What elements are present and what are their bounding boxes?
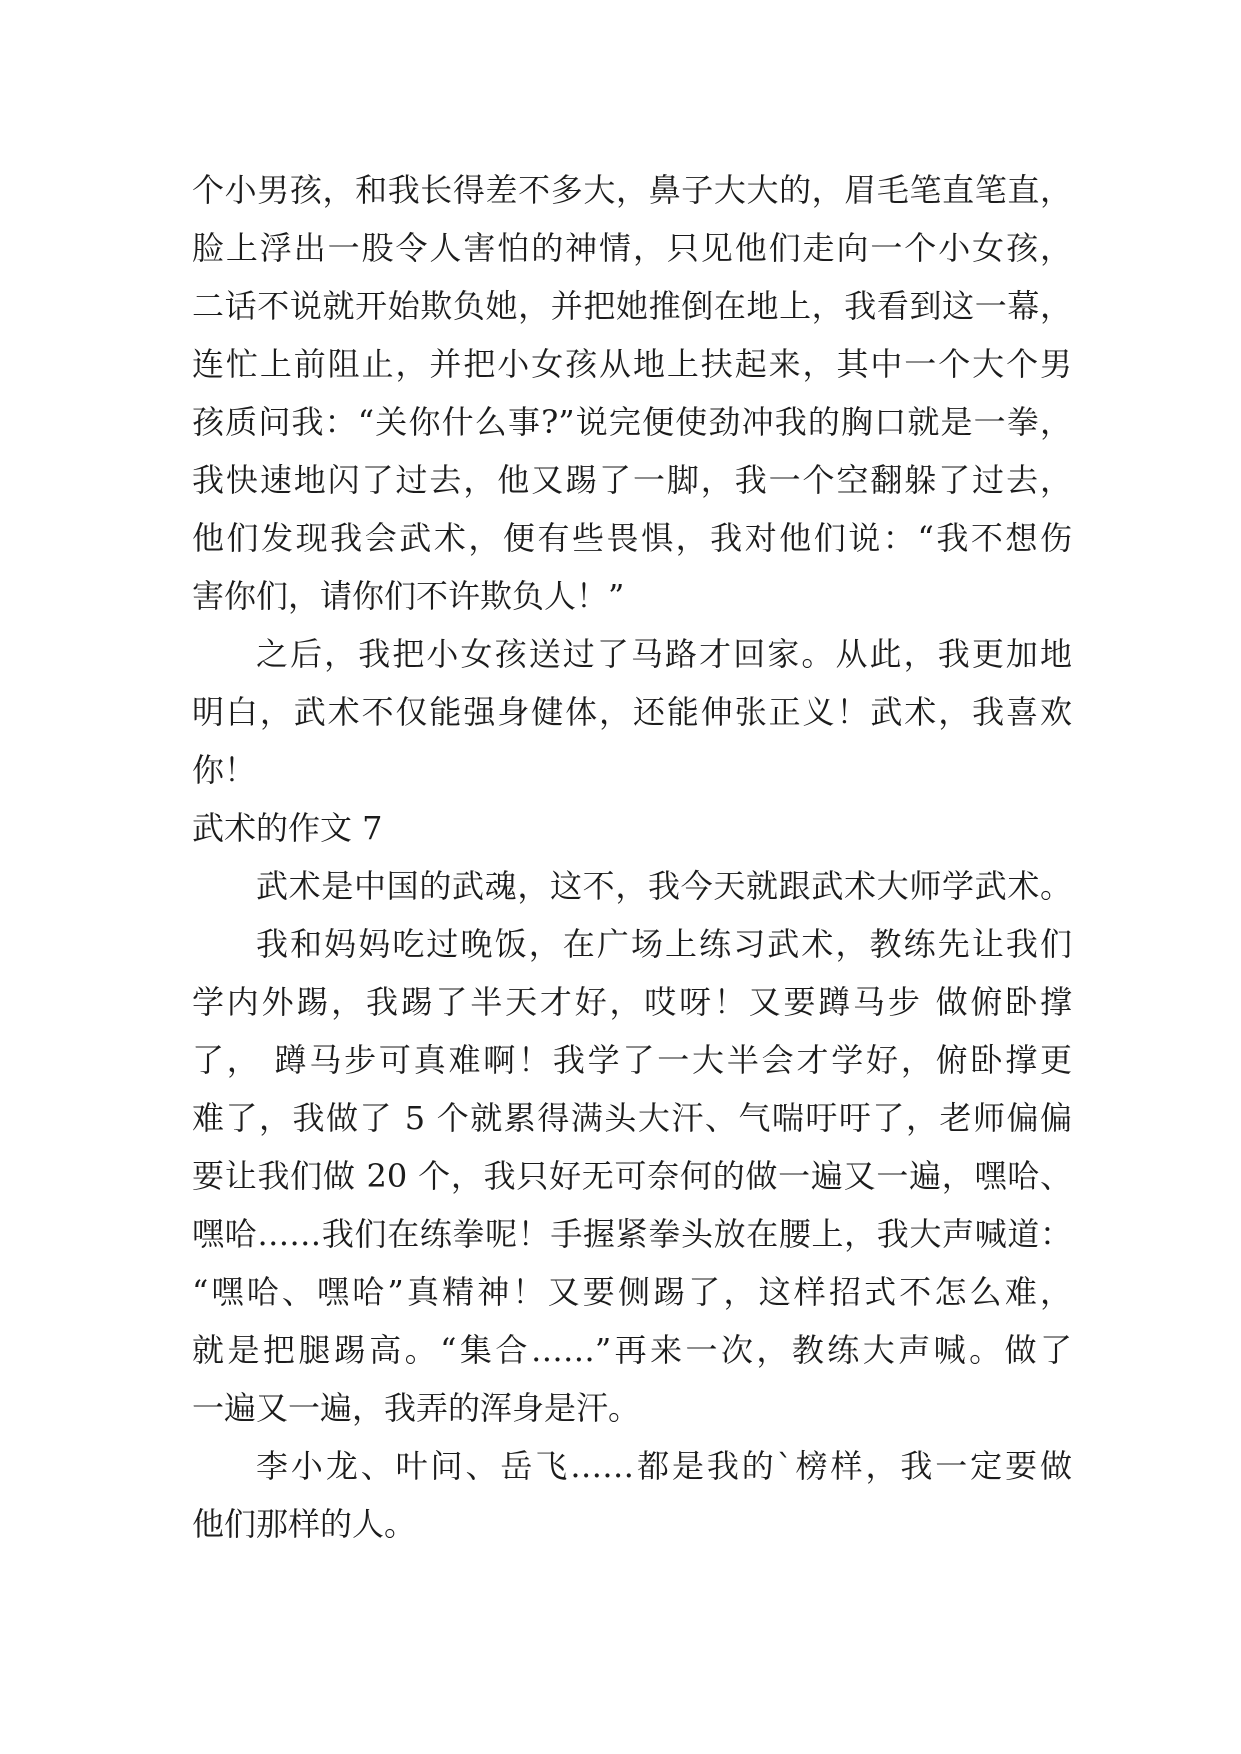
text-line: 了， 蹲马步可真难啊！我学了一大半会才学好，俯卧撑更 xyxy=(192,1041,1072,1079)
section-heading: 武术的作文 7 xyxy=(192,809,383,847)
text-line: 嘿哈……我们在练拳呢！手握紧拳头放在腰上，我大声喊道： xyxy=(192,1215,1072,1253)
text-line: 就是把腿踢高。“集合……”再来一次，教练大声喊。做了 xyxy=(192,1331,1072,1369)
text-line: 要让我们做 20 个，我只好无可奈何的做一遍又一遍，嘿哈、 xyxy=(192,1157,1072,1195)
text-line: 二话不说就开始欺负她，并把她推倒在地上，我看到这一幕， xyxy=(192,287,1072,325)
text-line: 一遍又一遍，我弄的浑身是汗。 xyxy=(192,1389,641,1427)
text-line: 连忙上前阻止，并把小女孩从地上扶起来，其中一个大个男 xyxy=(192,345,1072,383)
paragraph-first-line: 李小龙、叶问、岳飞……都是我的`榜样，我一定要做 xyxy=(256,1447,1072,1485)
text-line: 害你们，请你们不许欺负人！” xyxy=(192,577,625,615)
text-line: 难了，我做了 5 个就累得满头大汗、气喘吁吁了，老师偏偏 xyxy=(192,1099,1072,1137)
paragraph-first-line: 之后，我把小女孩送过了马路才回家。从此，我更加地 xyxy=(256,635,1072,673)
text-line: 明白，武术不仅能强身健体，还能伸张正义！武术，我喜欢 xyxy=(192,693,1072,731)
text-line: 你！ xyxy=(192,751,257,789)
text-line: 他们那样的人。 xyxy=(192,1505,417,1543)
paragraph-first-line: 武术是中国的武魂，这不，我今天就跟武术大师学武术。 xyxy=(256,867,1072,905)
text-line: 学内外踢，我踢了半天才好，哎呀！又要蹲马步 做俯卧撑 xyxy=(192,983,1072,1021)
text-line: “嘿哈、嘿哈”真精神！又要侧踢了，这样招式不怎么难， xyxy=(192,1273,1072,1311)
text-line: 我快速地闪了过去，他又踢了一脚，我一个空翻躲了过去， xyxy=(192,461,1072,499)
paragraph-first-line: 我和妈妈吃过晚饭，在广场上练习武术，教练先让我们 xyxy=(256,925,1072,963)
text-line: 个小男孩，和我长得差不多大，鼻子大大的，眉毛笔直笔直， xyxy=(192,171,1072,209)
text-line: 脸上浮出一股令人害怕的神情，只见他们走向一个小女孩， xyxy=(192,229,1072,267)
text-line: 他们发现我会武术，便有些畏惧，我对他们说：“我不想伤 xyxy=(192,519,1072,557)
text-line: 孩质问我：“关你什么事?”说完便使劲冲我的胸口就是一拳， xyxy=(192,403,1072,441)
